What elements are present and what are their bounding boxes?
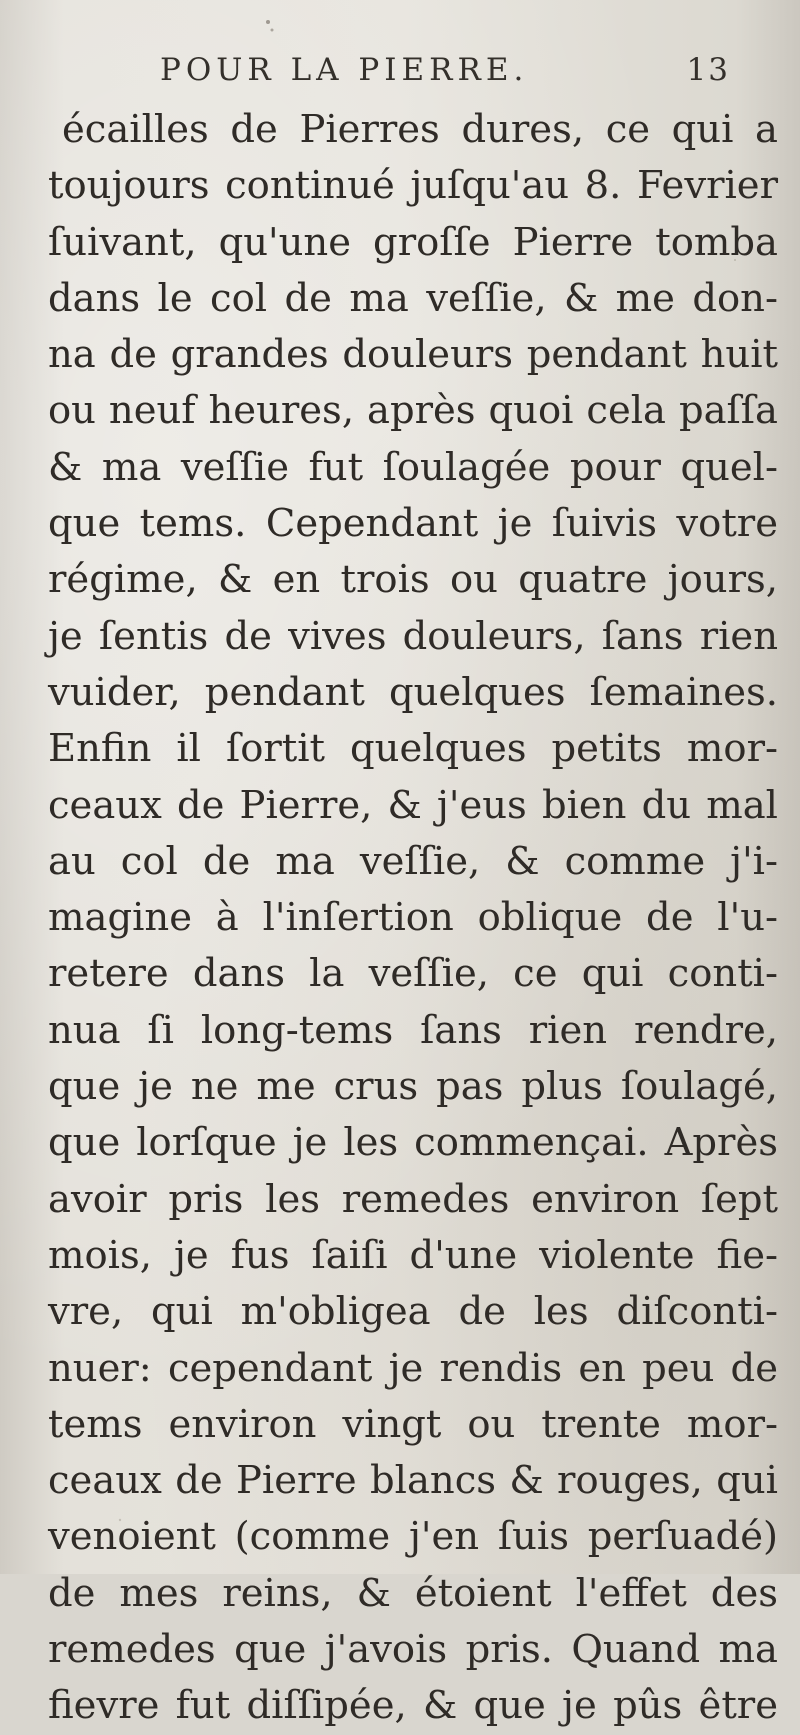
text-line: vuider, pendant quelques ſemaines. bbox=[48, 669, 778, 715]
text-line: nuer: cependant je rendis en peu de bbox=[48, 1345, 778, 1391]
text-line: ceaux de Pierre blancs & rouges, qui bbox=[48, 1458, 778, 1504]
page-header bbox=[160, 52, 730, 96]
text-line: na de grandes douleurs pendant huit bbox=[48, 332, 778, 378]
text-line: ſuivant, qu'une groſſe Pierre tomba bbox=[48, 219, 778, 265]
text-line: toujours continué juſqu'au 8. Fevrier bbox=[48, 163, 778, 209]
running-title: POUR LA PIERRE. bbox=[160, 52, 529, 88]
text-line: je ſentis de vives douleurs, ſans rien bbox=[48, 613, 778, 659]
text-line: ceaux de Pierre, & j'eus bien du mal bbox=[48, 782, 778, 828]
text-line: que tems. Cependant je ſuivis votre bbox=[48, 501, 778, 547]
text-line: écailles de Pierres dures, ce qui a bbox=[62, 107, 778, 152]
text-line: dans le col de ma veſſie, & me don- bbox=[48, 275, 778, 321]
text-line: que lorſque je les commençai. Après bbox=[48, 1120, 778, 1166]
text-line: de mes reins, & étoient l'effet des bbox=[48, 1570, 778, 1616]
text-line: venoient (comme j'en ſuis perſuadé) bbox=[48, 1514, 778, 1560]
text-line: régime, & en trois ou quatre jours, bbox=[48, 557, 778, 603]
text-line: que je ne me crus pas plus ſoulagé, bbox=[48, 1064, 778, 1110]
text-line: mois, je fus ſaiſi d'une violente fie- bbox=[48, 1232, 778, 1278]
text-line: remedes que j'avois pris. Quand ma bbox=[48, 1627, 778, 1673]
text-line: retere dans la veſſie, ce qui conti- bbox=[48, 951, 778, 997]
text-line: tems environ vingt ou trente mor- bbox=[48, 1401, 778, 1447]
body-text bbox=[48, 102, 778, 1735]
text-line: vre, qui m'obligea de les diſconti- bbox=[48, 1289, 778, 1335]
text-line: & ma veſſie fut ſoulagée pour quel- bbox=[48, 444, 778, 490]
text-line: au col de ma veſſie, & comme j'i- bbox=[48, 838, 778, 884]
page-number: 13 bbox=[686, 52, 730, 88]
text-line: nua ſi long-tems ſans rien rendre, bbox=[48, 1007, 778, 1053]
text-line: fievre fut diſſipée, & que je pûs être bbox=[48, 1683, 778, 1729]
text-line: avoir pris les remedes environ ſept bbox=[48, 1176, 778, 1222]
text-line: Enfin il ſortit quelques petits mor- bbox=[48, 726, 778, 772]
text-line: ou neuf heures, après quoi cela paſſa bbox=[48, 388, 778, 434]
text-line: magine à l'inſertion oblique de l'u- bbox=[48, 895, 778, 941]
